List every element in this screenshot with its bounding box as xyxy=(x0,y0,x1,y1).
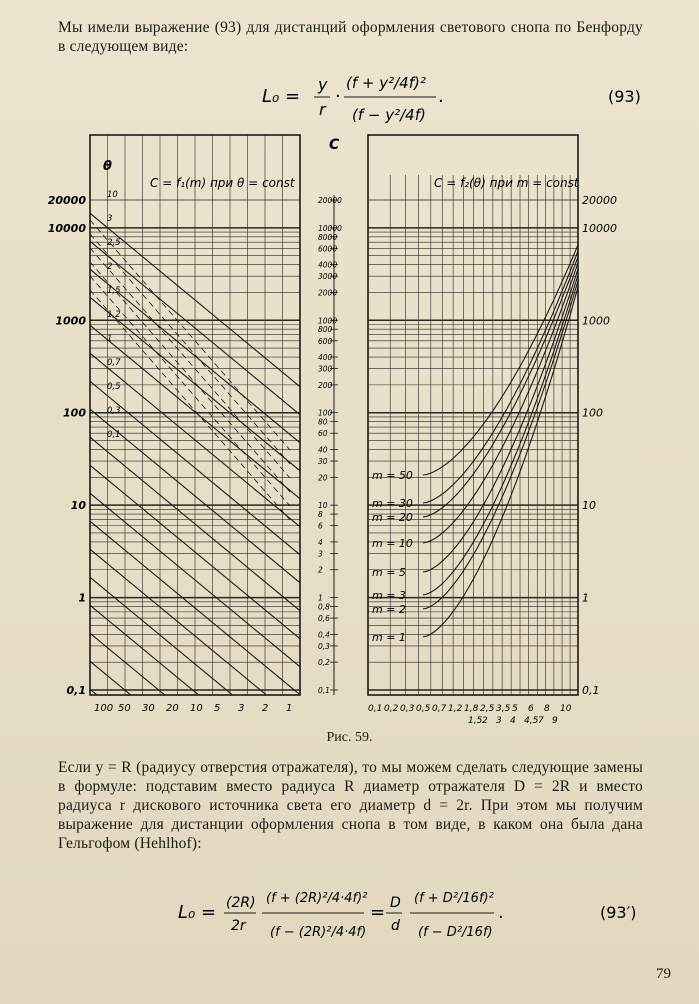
page-number: 79 xyxy=(656,966,671,982)
theta-curve-label: 0,3 xyxy=(107,406,121,416)
formula-93-dot: · xyxy=(335,86,341,107)
m-curve xyxy=(423,251,578,503)
m-curve-label: m = 2 xyxy=(372,603,406,616)
right-bottom-tick: 10 xyxy=(560,704,572,714)
left-bottom-tick: 3 xyxy=(238,703,245,714)
center-scale-label: 400 xyxy=(318,353,333,363)
right-bottom-tick: 0,1 xyxy=(368,704,383,714)
center-scale-label: 3 xyxy=(318,549,323,559)
formula-93-number: (93) xyxy=(608,87,641,106)
center-scale-label: 40 xyxy=(318,445,328,455)
formula-93p-numerator-a: (f + (2R)²/4·4f)² xyxy=(266,891,368,906)
center-scale-label: 4 xyxy=(318,537,323,547)
theta-curve-label: 0,1 xyxy=(107,430,121,440)
theta-curve-label: 1,5 xyxy=(107,286,121,296)
center-scale-label: 80 xyxy=(318,417,328,427)
right-bottom-tick: 4 xyxy=(510,716,516,725)
left-bottom-tick: 5 xyxy=(214,703,221,714)
center-scale-label: 100 xyxy=(318,408,333,418)
right-axis-tick: 1 xyxy=(582,591,589,605)
right-panel-grid xyxy=(368,175,578,695)
right-bottom-tick: 4,5 xyxy=(524,716,539,725)
center-scale-label: 20000 xyxy=(318,196,342,205)
intro-paragraph: Мы имели выражение (93) для дистанций оформления светового снопа по Бенфорду в следующем виде: xyxy=(58,19,643,55)
center-scale-label: 60 xyxy=(318,429,328,439)
center-scale-label: 10 xyxy=(318,501,328,511)
formula-93-prime xyxy=(0,880,699,960)
left-bottom-tick: 100 xyxy=(94,703,114,714)
m-curve-label: m = 1 xyxy=(372,631,406,644)
m-curve-label: m = 50 xyxy=(372,469,413,482)
right-axis-tick: 1000 xyxy=(582,314,610,328)
right-bottom-tick: 0,7 xyxy=(432,704,447,714)
theta-curve-label: 2,5 xyxy=(107,238,121,248)
figure-59-nomogram xyxy=(0,125,699,725)
formula-93p-lhs: L₀ = xyxy=(178,902,217,923)
center-scale-label: 600 xyxy=(318,336,333,346)
center-scale-label: 20 xyxy=(318,473,328,483)
center-scale-label: 8000 xyxy=(318,232,338,242)
right-axis-tick: 10000 xyxy=(582,221,617,235)
center-scale-label: 6000 xyxy=(318,244,338,254)
right-bottom-tick: 1,5 xyxy=(468,716,483,725)
right-axis-tick: 10 xyxy=(582,499,596,513)
right-bottom-tick: 0,3 xyxy=(400,704,415,714)
center-scale-label: 8 xyxy=(318,510,323,520)
center-scale-label: 0,8 xyxy=(318,602,330,612)
center-scale-label: 1 xyxy=(318,593,323,603)
theta-curve-label: 1 xyxy=(107,334,113,344)
theta-curve-label: 0,5 xyxy=(107,382,121,392)
right-panel-curves xyxy=(423,245,578,637)
center-scale-label: 800 xyxy=(318,325,333,335)
right-bottom-tick: 6 xyxy=(528,704,534,714)
left-bottom-tick: 1 xyxy=(286,703,293,714)
formula-93p-d: d xyxy=(391,918,400,934)
right-axis-tick: 0,1 xyxy=(582,684,600,697)
m-curve-label: m = 5 xyxy=(372,566,406,579)
center-scale-label: 1000 xyxy=(318,316,338,326)
left-bottom-tick: 50 xyxy=(118,703,131,714)
formula-93p-equals: = xyxy=(370,902,386,923)
right-bottom-tick: 7 xyxy=(538,716,544,725)
m-curve-label: m = 3 xyxy=(372,589,406,602)
right-bottom-tick: 0,5 xyxy=(416,704,431,714)
right-axis-tick: 20000 xyxy=(582,194,617,207)
center-scale-labels xyxy=(318,196,342,695)
right-axis-labels xyxy=(582,194,617,697)
formula-93p-2r: 2r xyxy=(231,918,246,934)
left-axis-labels xyxy=(48,194,87,697)
left-bottom-tick: 30 xyxy=(142,703,155,714)
formula-93-numerator: (f + y²/4f)² xyxy=(346,74,426,92)
right-bottom-tick: 8 xyxy=(544,704,550,714)
formula-93-y: y xyxy=(318,75,328,94)
center-scale-label: 2 xyxy=(318,565,323,575)
right-bottom-tick: 1,2 xyxy=(448,704,463,714)
theta-curve-label: 1,2 xyxy=(107,310,121,320)
left-axis-tick: 0,1 xyxy=(66,684,86,697)
center-c-label: C xyxy=(329,137,340,153)
right-bottom-tick: 0,2 xyxy=(384,704,399,714)
left-axis-tick: 1 xyxy=(78,591,86,605)
right-bottom-tick: 1,8 xyxy=(464,704,479,714)
center-scale-label: 6 xyxy=(318,521,323,531)
formula-93p-number: (93′) xyxy=(600,903,637,922)
center-scale-label: 0,6 xyxy=(318,614,330,624)
body-paragraph: Если y = R (радиусу отверстия отражателя), то мы можем сделать следующие замены в формуле: подставим вместо радиуса R диаметр отражателя D = 2R и вместо радиуса r дискового источника света его диаметр d = 2r. При этом мы получим выражение для дистанции оформления снопа в том виде, в каком она была дана Гельгофом (Hehlhof): xyxy=(58,759,643,852)
m-curve xyxy=(423,257,578,517)
formula-93p-denominator-b: (f − D²/16f) xyxy=(418,925,493,940)
formula-93p-2R: (2R) xyxy=(226,895,256,911)
center-scale-label: 10000 xyxy=(318,223,342,233)
left-axis-tick: 1000 xyxy=(55,314,86,328)
left-bottom-labels xyxy=(94,703,292,714)
center-scale-label: 0,2 xyxy=(318,658,330,668)
formula-93p-period: . xyxy=(498,902,504,923)
left-panel-grid xyxy=(90,135,300,695)
m-curve xyxy=(423,275,578,595)
left-panel-title: C = f₁(m) при θ = const xyxy=(150,176,295,190)
center-scale-label: 0,3 xyxy=(318,641,330,651)
formula-93p-D: D xyxy=(390,895,401,911)
left-bottom-tick: 20 xyxy=(166,703,179,714)
left-axis-tick: 10 xyxy=(70,499,86,513)
right-bottom-tick: 2 xyxy=(482,716,488,725)
center-scale-label: 300 xyxy=(318,364,333,374)
left-axis-tick: 10000 xyxy=(47,221,86,235)
figure-caption: Рис. 59. xyxy=(326,730,373,745)
left-bottom-tick: 2 xyxy=(262,703,269,714)
center-scale-label: 0,1 xyxy=(318,686,330,695)
center-scale-label: 0,4 xyxy=(318,630,330,640)
center-scale-label: 3000 xyxy=(318,272,338,282)
formula-93-lhs: L₀ = xyxy=(262,86,301,107)
m-curve-label: m = 10 xyxy=(372,537,413,550)
right-bottom-tick: 3,5 xyxy=(496,704,511,714)
right-bottom-tick: 2,5 xyxy=(480,704,495,714)
theta-curve-label: 0,7 xyxy=(107,358,121,368)
theta-curve-label: 2 xyxy=(107,262,113,272)
formula-93-r: r xyxy=(319,100,326,119)
right-bottom-tick: 3 xyxy=(496,716,502,725)
right-bottom-labels xyxy=(368,704,572,725)
right-axis-tick: 100 xyxy=(582,406,603,420)
formula-93p-denominator-a: (f − (2R)²/4·4f) xyxy=(270,925,367,940)
m-curve-label: m = 30 xyxy=(372,497,413,510)
formula-93-denominator: (f − y²/4f) xyxy=(352,106,426,124)
theta-curve-label: 10 xyxy=(107,190,118,200)
left-axis-tick: 20000 xyxy=(47,194,86,207)
formula-93p-numerator-b: (f + D²/16f)² xyxy=(414,891,494,906)
center-scale-label: 200 xyxy=(318,380,333,390)
center-scale-label: 2000 xyxy=(318,288,338,298)
right-bottom-tick: 9 xyxy=(552,716,558,725)
theta-symbol: θ xyxy=(103,159,112,174)
right-bottom-tick: 5 xyxy=(512,704,518,714)
left-bottom-tick: 10 xyxy=(190,703,203,714)
center-scale-label: 4000 xyxy=(318,260,338,270)
left-axis-tick: 100 xyxy=(63,406,86,420)
formula-93-period: . xyxy=(438,86,444,107)
m-curve-label: m = 20 xyxy=(372,511,413,524)
center-scale-label: 30 xyxy=(318,457,328,467)
theta-curve-label: 3 xyxy=(107,214,113,224)
m-curve-labels xyxy=(372,469,413,644)
right-panel-title: C = f₂(θ) при m = const xyxy=(434,176,579,190)
m-curve xyxy=(423,281,578,609)
